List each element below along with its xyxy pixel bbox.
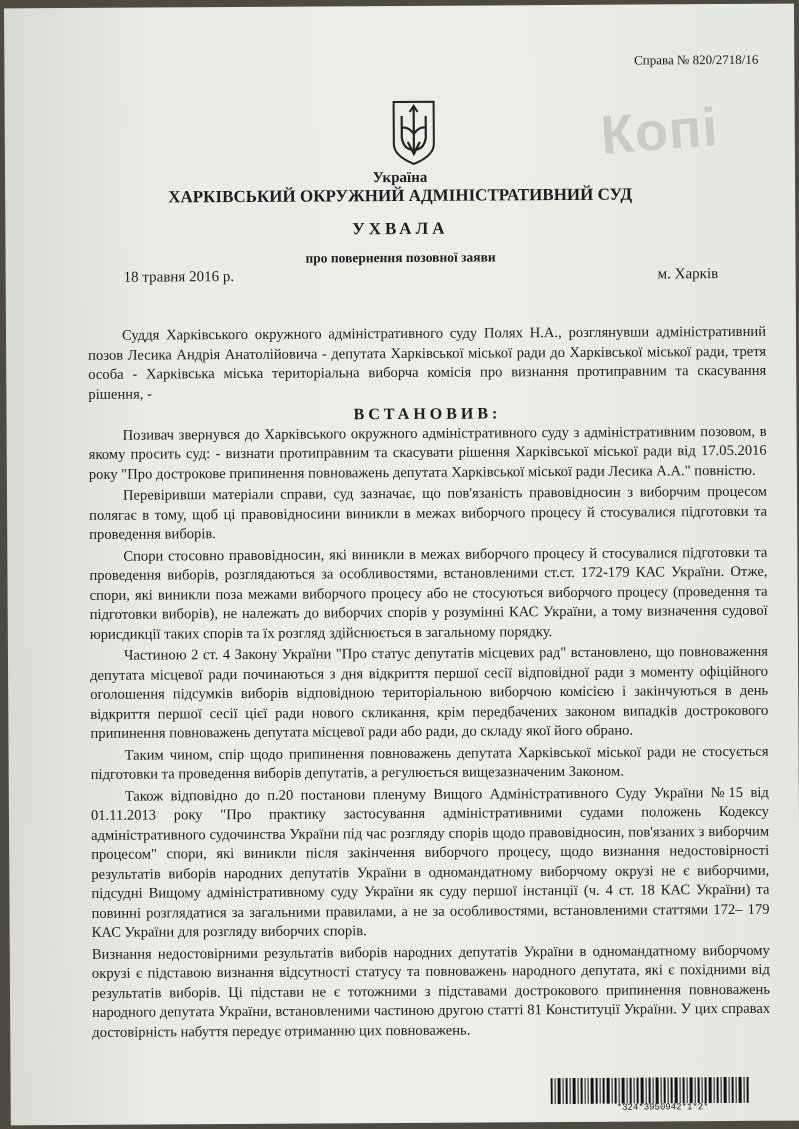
court-name: ХАРКІВСЬКИЙ ОКРУЖНИЙ АДМІНІСТРАТИВНИЙ СУД [168, 184, 633, 207]
decision-date: 18 травня 2016 р. [123, 269, 235, 286]
body-paragraph: Таким чином, спір щодо припинення повноважень депутата Харківської міської ради не стосується підготовки та проведення виборів депутатів, а регулюється вищезазначеним Законом. [90, 743, 769, 783]
country-name: Україна [372, 169, 428, 187]
barcode [551, 1077, 751, 1104]
document-body [88, 323, 770, 1045]
barcode-number: *324*3950942*1*2* [616, 1102, 709, 1113]
case-number: Справа № 820/2718/16 [634, 51, 759, 68]
document-page [4, 4, 799, 1126]
body-paragraph: Спори стосовно правовідносин, які виникли в межах виборчого процесу й стосувалися підготовки та проведення виборів, розглядаються за особливостями, встановленими ст.ст. 172-179 КАС України. Отже, спори, які виникли поза межами виборчого процесу або не стосуються виборчого процесу (проведення та підготовки виборів), не належать до виборчих спорів у розумінні КАС України, а тому визначення судової юрисдикції таких спорів та їх розгляд здійснюється в загальному порядку. [89, 544, 768, 643]
body-paragraph: Також відповідно до п.20 постанови пленуму Вищого Адміністративного Суду України №15 від 01.11.2013 року "Про практику застосування адміністративними судами положень Кодексу адміністративного судочинства України під час розгляду спорів щодо правовідносин, пов'язаних з виборчим процесом" спори, які виникли після закінчення виборчого процесу, щодо визнання недостовірності результатів виборів народних депутатів України в одномандатному виборчому окрузі не є виборчими, підсудні Вищому адміністративному суду України як суду першої інстанції (ч. 4 ст. 18 КАС України) та повинні розглядатися за загальними правилами, а не за особливостями, встановленими статтями 172– 179 КАС України для розгляду виборчих спорів. [90, 784, 770, 941]
body-paragraph: Частиною 2 ст. 4 Закону України "Про статус депутатів місцевих рад" встановлено, що повноваження депутата місцевої ради починаються з дня відкриття першої сесії відповідної ради з моменту офіційного оголошення підсумків виборів відповідною територіальною виборчою комісією і закінчуються в день відкриття першої сесії цієї ради нового скликання, крім передбачених законом випадків дострокового припинення повноважень депутата місцевої ради або ради, до складу якої його обрано. [90, 643, 769, 742]
decision-city: м. Харків [657, 266, 719, 283]
body-paragraph: Перевіривши матеріали справи, суд зазначає, що пов'язаність правовідносин з виборчим процесом полягає в тому, щоб ці правовідносини виникли в межах виборчого процесу й стосувалися підготовки та проведення виборів. [89, 483, 768, 543]
decision-subject: про повернення позовної заяви [305, 249, 496, 266]
trident-emblem-icon [390, 98, 438, 168]
body-paragraph: Визнання недостовірними результатів виборів народних депутатів України в одномандатному виборчому окрузі є підставою визнання відсутності статусу та повноважень народного депутата, які є похідними від результатів виборів. Ці підстави не є тотожними з підставами дострокового припинення повноважень народного депутата України, встановленими частиною другою статті 81 Конституції України. У цих справах достовірність набуття передує отриманню цих повноважень. [91, 942, 771, 1041]
intro-paragraph: Суддя Харківського окружного адміністративного суду Полях Н.А., розглянувши адміністративний позов Лесика Андрія Анатолійовича - депутата Харківської міської ради до Харківської міської ради, третя особа - Харківська міська територіальна виборча комісія про визнання протиправним та скасування рішення, - [88, 323, 767, 403]
decision-title: УХВАЛА [352, 218, 449, 239]
copy-stamp: Копі [598, 97, 721, 166]
established-heading: ВСТАНОВИВ: [353, 405, 502, 424]
body-paragraph: Позивач звернувся до Харківського окружного адміністративного суду з адміністративним позовом, в якому просить суд: - визнати протиправним та скасувати рішення Харківської міської ради від 17.05.2016 року "Про дострокове припинення повноважень депутата Харківської міської ради Лесика А.А." повністю. [88, 423, 767, 483]
